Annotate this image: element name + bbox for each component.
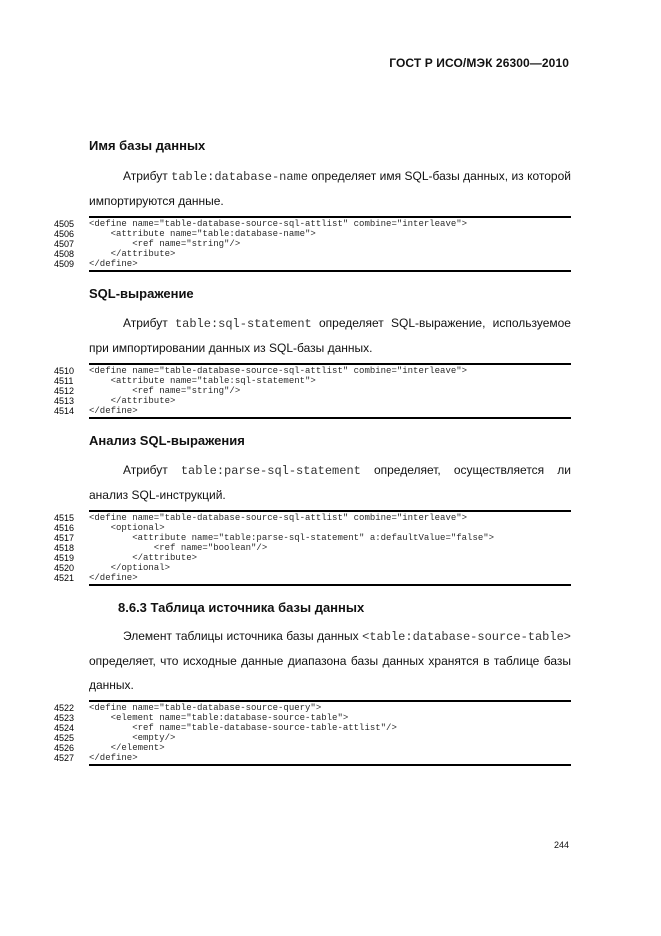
- code-text: </attribute>: [89, 396, 176, 406]
- code-line: [54, 239, 571, 249]
- line-number: 4522: [54, 703, 75, 713]
- code-text: <define name="table-database-source-sql-attlist" combine="interleave">: [89, 366, 468, 376]
- code-text: </attribute>: [89, 553, 198, 563]
- line-number: 4508: [54, 249, 75, 259]
- paragraph-table-source: [89, 624, 571, 697]
- inline-code: <table:database-source-table>: [362, 630, 571, 644]
- code-text: </define>: [89, 259, 138, 269]
- code-line: [54, 703, 571, 713]
- code-line: [54, 713, 571, 723]
- paragraph-text: Элемент таблицы источника базы данных: [123, 629, 363, 643]
- inline-code: table:parse-sql-statement: [180, 464, 361, 478]
- paragraph-sql-parse: [89, 458, 571, 507]
- line-number: 4516: [54, 523, 75, 533]
- section-title-sql-parse: Анализ SQL-выражения: [89, 433, 245, 448]
- line-number: 4517: [54, 533, 75, 543]
- code-text: <attribute name="table:sql-statement">: [89, 376, 316, 386]
- line-number: 4524: [54, 723, 75, 733]
- code-line: [54, 386, 571, 396]
- line-number: 4523: [54, 713, 75, 723]
- line-number: 4526: [54, 743, 75, 753]
- paragraph-text: определяет SQL-выражение, используемое при импортировании данных из SQL-базы данных.: [89, 316, 571, 355]
- code-listing-sql-parse: [54, 510, 571, 586]
- code-line: [54, 259, 571, 269]
- code-line: [54, 366, 571, 376]
- line-number: 4513: [54, 396, 75, 406]
- code-line: [54, 513, 571, 523]
- code-listing-table-source: [54, 700, 571, 766]
- code-text: <define name="table-database-source-sql-attlist" combine="interleave">: [89, 219, 468, 229]
- paragraph-db-name: [89, 164, 571, 213]
- paragraph-text: Атрибут: [123, 316, 175, 330]
- code-text: </define>: [89, 573, 138, 583]
- code-line: [54, 753, 571, 763]
- code-line: [54, 219, 571, 229]
- code-line: [54, 723, 571, 733]
- paragraph-text: определяет имя SQL-базы данных, из которой импортируются данные.: [89, 169, 571, 208]
- document-header: ГОСТ Р ИСО/МЭК 26300—2010: [389, 56, 569, 70]
- page-content: [54, 138, 571, 766]
- code-text: <ref name="boolean"/>: [89, 543, 268, 553]
- code-text: </element>: [89, 743, 165, 753]
- code-line: [54, 533, 571, 543]
- code-text: <ref name="string"/>: [89, 386, 241, 396]
- code-line: [54, 573, 571, 583]
- paragraph-sql-expression: [89, 311, 571, 360]
- code-text: </define>: [89, 753, 138, 763]
- inline-code: table:database-name: [171, 170, 308, 184]
- code-line: [54, 743, 571, 753]
- code-text: </attribute>: [89, 249, 176, 259]
- code-listing-db-name: [54, 216, 571, 272]
- line-number: 4521: [54, 573, 75, 583]
- page-number: 244: [553, 840, 569, 850]
- section-heading-8-6-3: 8.6.3 Таблица источника базы данных: [118, 600, 365, 615]
- code-text: <define name="table-database-source-sql-attlist" combine="interleave">: [89, 513, 468, 523]
- section-title-sql-expression: SQL-выражение: [89, 286, 194, 301]
- code-listing-sql-expression: [54, 363, 571, 419]
- line-number: 4525: [54, 733, 75, 743]
- code-line: [54, 249, 571, 259]
- code-line: [54, 406, 571, 416]
- code-line: [54, 523, 571, 533]
- code-line: [54, 553, 571, 563]
- paragraph-text: определяет, осуществляется ли анализ SQL-инструкций.: [89, 463, 571, 502]
- code-line: [54, 563, 571, 573]
- code-text: <element name="table:database-source-table">: [89, 713, 349, 723]
- code-line: [54, 543, 571, 553]
- code-text: <ref name="string"/>: [89, 239, 241, 249]
- code-line: [54, 376, 571, 386]
- line-number: 4506: [54, 229, 75, 239]
- section-title-db-name: Имя базы данных: [89, 138, 206, 153]
- code-line: [54, 229, 571, 239]
- code-line: [54, 733, 571, 743]
- code-text: <attribute name="table:database-name">: [89, 229, 316, 239]
- line-number: 4527: [54, 753, 75, 763]
- code-text: </define>: [89, 406, 138, 416]
- line-number: 4509: [54, 259, 75, 269]
- code-text: </optional>: [89, 563, 171, 573]
- code-line: [54, 396, 571, 406]
- line-number: 4510: [54, 366, 75, 376]
- paragraph-text: Атрибут: [123, 169, 172, 183]
- code-text: <ref name="table-database-source-table-attlist"/>: [89, 723, 397, 733]
- paragraph-text: определяет, что исходные данные диапазона базы данных хранятся в таблице базы данных.: [89, 654, 571, 692]
- line-number: 4511: [54, 376, 74, 386]
- line-number: 4518: [54, 543, 75, 553]
- line-number: 4512: [54, 386, 75, 396]
- line-number: 4520: [54, 563, 75, 573]
- line-number: 4505: [54, 219, 75, 229]
- code-text: <attribute name="table:parse-sql-statement" a:defaultValue="false">: [89, 533, 495, 543]
- line-number: 4507: [54, 239, 75, 249]
- line-number: 4515: [54, 513, 75, 523]
- code-text: <define name="table-database-source-query">: [89, 703, 322, 713]
- inline-code: table:sql-statement: [174, 317, 312, 331]
- paragraph-text: Атрибут: [123, 463, 181, 477]
- code-text: <empty/>: [89, 733, 176, 743]
- line-number: 4514: [54, 406, 75, 416]
- code-text: <optional>: [89, 523, 165, 533]
- line-number: 4519: [54, 553, 75, 563]
